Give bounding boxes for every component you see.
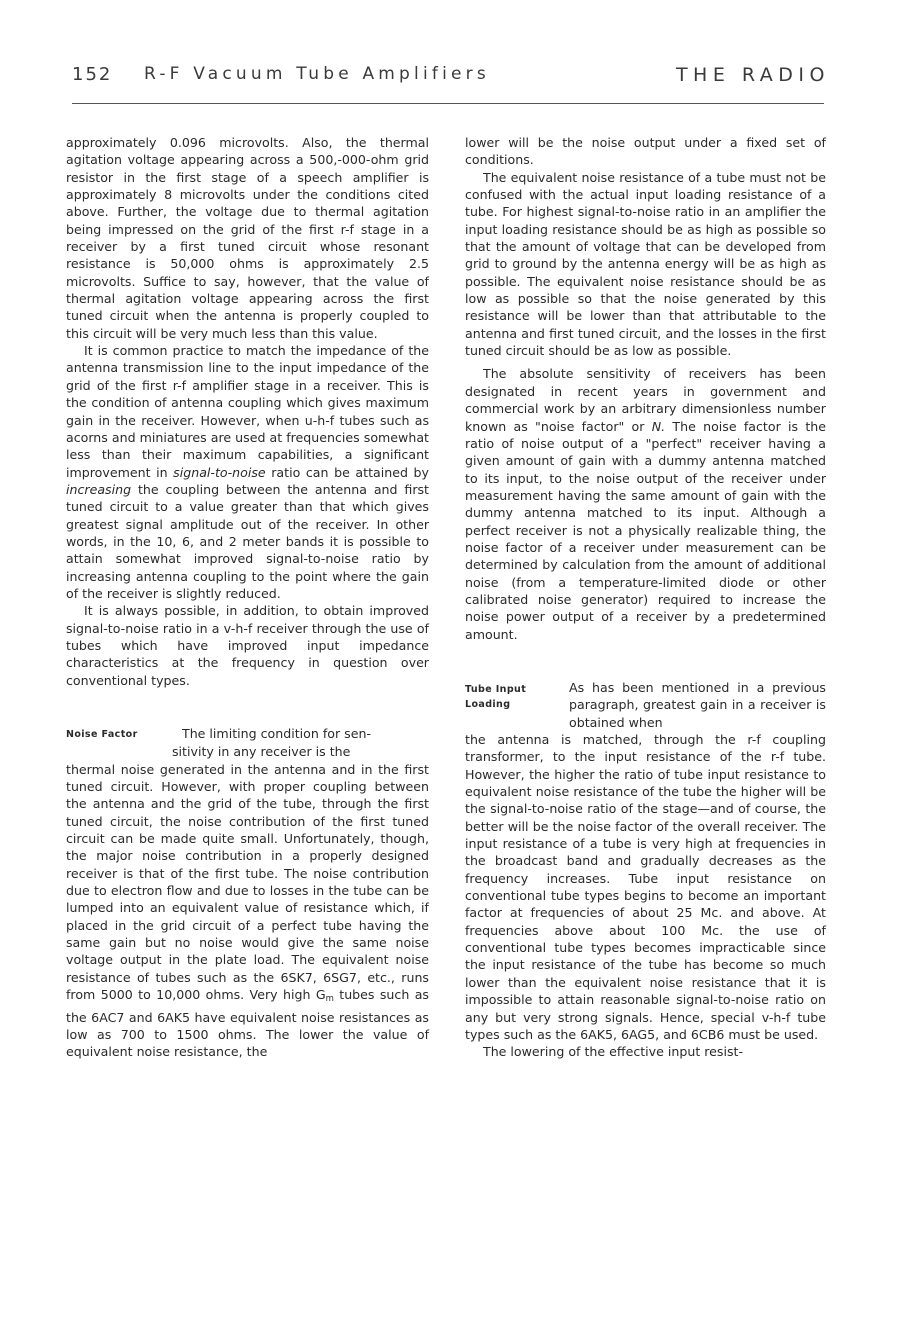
- paragraph: lower will be the noise output under a fixed set of conditions.: [465, 135, 826, 168]
- paragraph-lead-continued: sitivity in any receiver is the: [172, 744, 351, 760]
- publication-title: THE RADIO: [675, 64, 830, 86]
- side-heading-tube-input-loading: Tube Input Loading: [465, 683, 527, 710]
- paragraph: The equivalent noise resistance of a tube must not be confused with the actual input loading resistance of a tube. For highest signal-to-noise ratio in an amplifier the input loading resistance should be as high as possible so that the amount of voltage that can be developed from grid to ground by the antenna energy will be as high as possible. The equivalent noise resistance should be as low as possible so that the noise generated by this resistance will be lower than that attributable to the antenna and first tuned circuit, and the losses in the first tuned circuit should be as low as possible.: [465, 169, 826, 359]
- tube-input-loading-section: [465, 679, 826, 731]
- paragraph: thermal noise generated in the antenna and in the first tuned circuit. However, with proper coupling between the antenna and the grid of the tube, through the first tuned circuit, the noise contribution of the first tuned circuit can be made quite small. Unfortunately, though, the major noise contribution in a properly designed receiver is that of the first tube. The noise contribution due to electron flow and due to losses in the tube can be lumped into an equivalent value of resistance which, if placed in the grid circuit of a perfect tube having the same gain but no noise would give the same noise voltage output in the plate load. The equivalent noise resistance of tubes such as the 6SK7, 6SG7, etc., runs from 5000 to 10,000 ohms. Very high $G_m$ tubes such as the 6AC7 and 6AK5 have equivalent noise resistances as low as 700 to 1500 ohms. The lower the value of equivalent noise resistance, the: [66, 761, 429, 1060]
- paragraph: It is common practice to match the impedance of the antenna transmission line to the input impedance of the grid of the first r-f amplifier stage in a receiver. This is the condition of antenna coupling which gives maximum gain in the receiver. However, when u-h-f tubes such as acorns and miniatures are used at frequencies somewhat less than their maximum capabilities, a significant improvement in signal-to-noise ratio can be attained by increasing the coupling between the antenna and first tuned circuit to a value greater than that which gives greatest signal amplitude out of the receiver. In other words, in the 10, 6, and 2 meter bands it is possible to attain somewhat improved signal-to-noise ratio by increasing antenna coupling to the point where the gain of the receiver is slightly reduced.: [66, 343, 429, 601]
- paragraph: It is always possible, in addition, to obtain improved signal-to-noise ratio in a v-h-f receiver through the use of tubes which have improved input impedance characteristics at the frequency in question over conventional types.: [66, 603, 429, 688]
- paragraph: the antenna is matched, through the r-f coupling transformer, to the input resistance of the r-f tube. However, the higher the ratio of tube input resistance to equivalent noise resistance of the tube the higher will be the signal-to-noise ratio of the stage—and of course, the better will be the noise factor of the overall receiver. The input resistance of a tube is very high at frequencies in the broadcast band and gradually decreases as the frequency increases. Tube input resistance on conventional tube types begins to become an important factor at frequencies of about 25 Mc. and above. At frequencies above about 100 Mc. the use of conventional tube types becomes impracticable since the input resistance of the tube has become so much lower than the equivalent noise resistance that it is impossible to attain reasonable signal-to-noise ratio on any but very strong signals. Hence, special v-h-f tube types such as the 6AK5, 6AG5, and 6CB6 must be used.: [465, 732, 826, 1042]
- section-gap: [66, 689, 429, 725]
- page-number: 152: [72, 64, 113, 85]
- paragraph-lead: As has been mentioned in a previous paragraph, greatest gain in a receiver is obtained when: [569, 679, 826, 730]
- paragraph-lead: The limiting condition for sen-: [182, 726, 371, 741]
- paragraph: approximately 0.096 microvolts. Also, the thermal agitation voltage appearing across a 500,-000-ohm grid resistor in the first stage of a speech amplifier is approximately 8 microvolts under the conditions cited above. Further, the voltage due to thermal agitation being impressed on the grid of the first r-f stage in a receiver by a first tuned circuit whose resonant resistance is 50,000 ohms is approximately 2.5 microvolts. Suffice to say, however, that the value of thermal agitation voltage appearing across the first tuned circuit when the antenna is properly coupled to this circuit will be very much less than this value.: [66, 135, 429, 341]
- left-column: [66, 134, 429, 1061]
- paragraph: The lowering of the effective input resist-: [483, 1044, 744, 1060]
- section-gap: [465, 643, 826, 679]
- running-title: R-F Vacuum Tube Amplifiers: [144, 64, 490, 84]
- side-heading-noise-factor: Noise Factor: [66, 729, 138, 740]
- paragraph: The absolute sensitivity of receivers has been designated in recent years in government and commercial work by an arbitrary dimensionless number known as "noise factor" or N. The noise factor is the ratio of noise output of a "perfect" receiver having a given amount of gain with a dummy antenna matched to its input, to the noise output of the receiver under measurement having the same amount of gain with the dummy antenna matched to its input. Although a perfect receiver is not a physically realizable thing, the noise factor of a receiver under measurement can be determined by calculation from the amount of additional noise (from a temperature-limited diode or other calibrated noise generator) required to increase the noise power output of a receiver by a predetermined amount.: [465, 366, 827, 642]
- right-column: [465, 134, 826, 1061]
- header-rule: [72, 103, 824, 104]
- noise-factor-section: [66, 725, 429, 743]
